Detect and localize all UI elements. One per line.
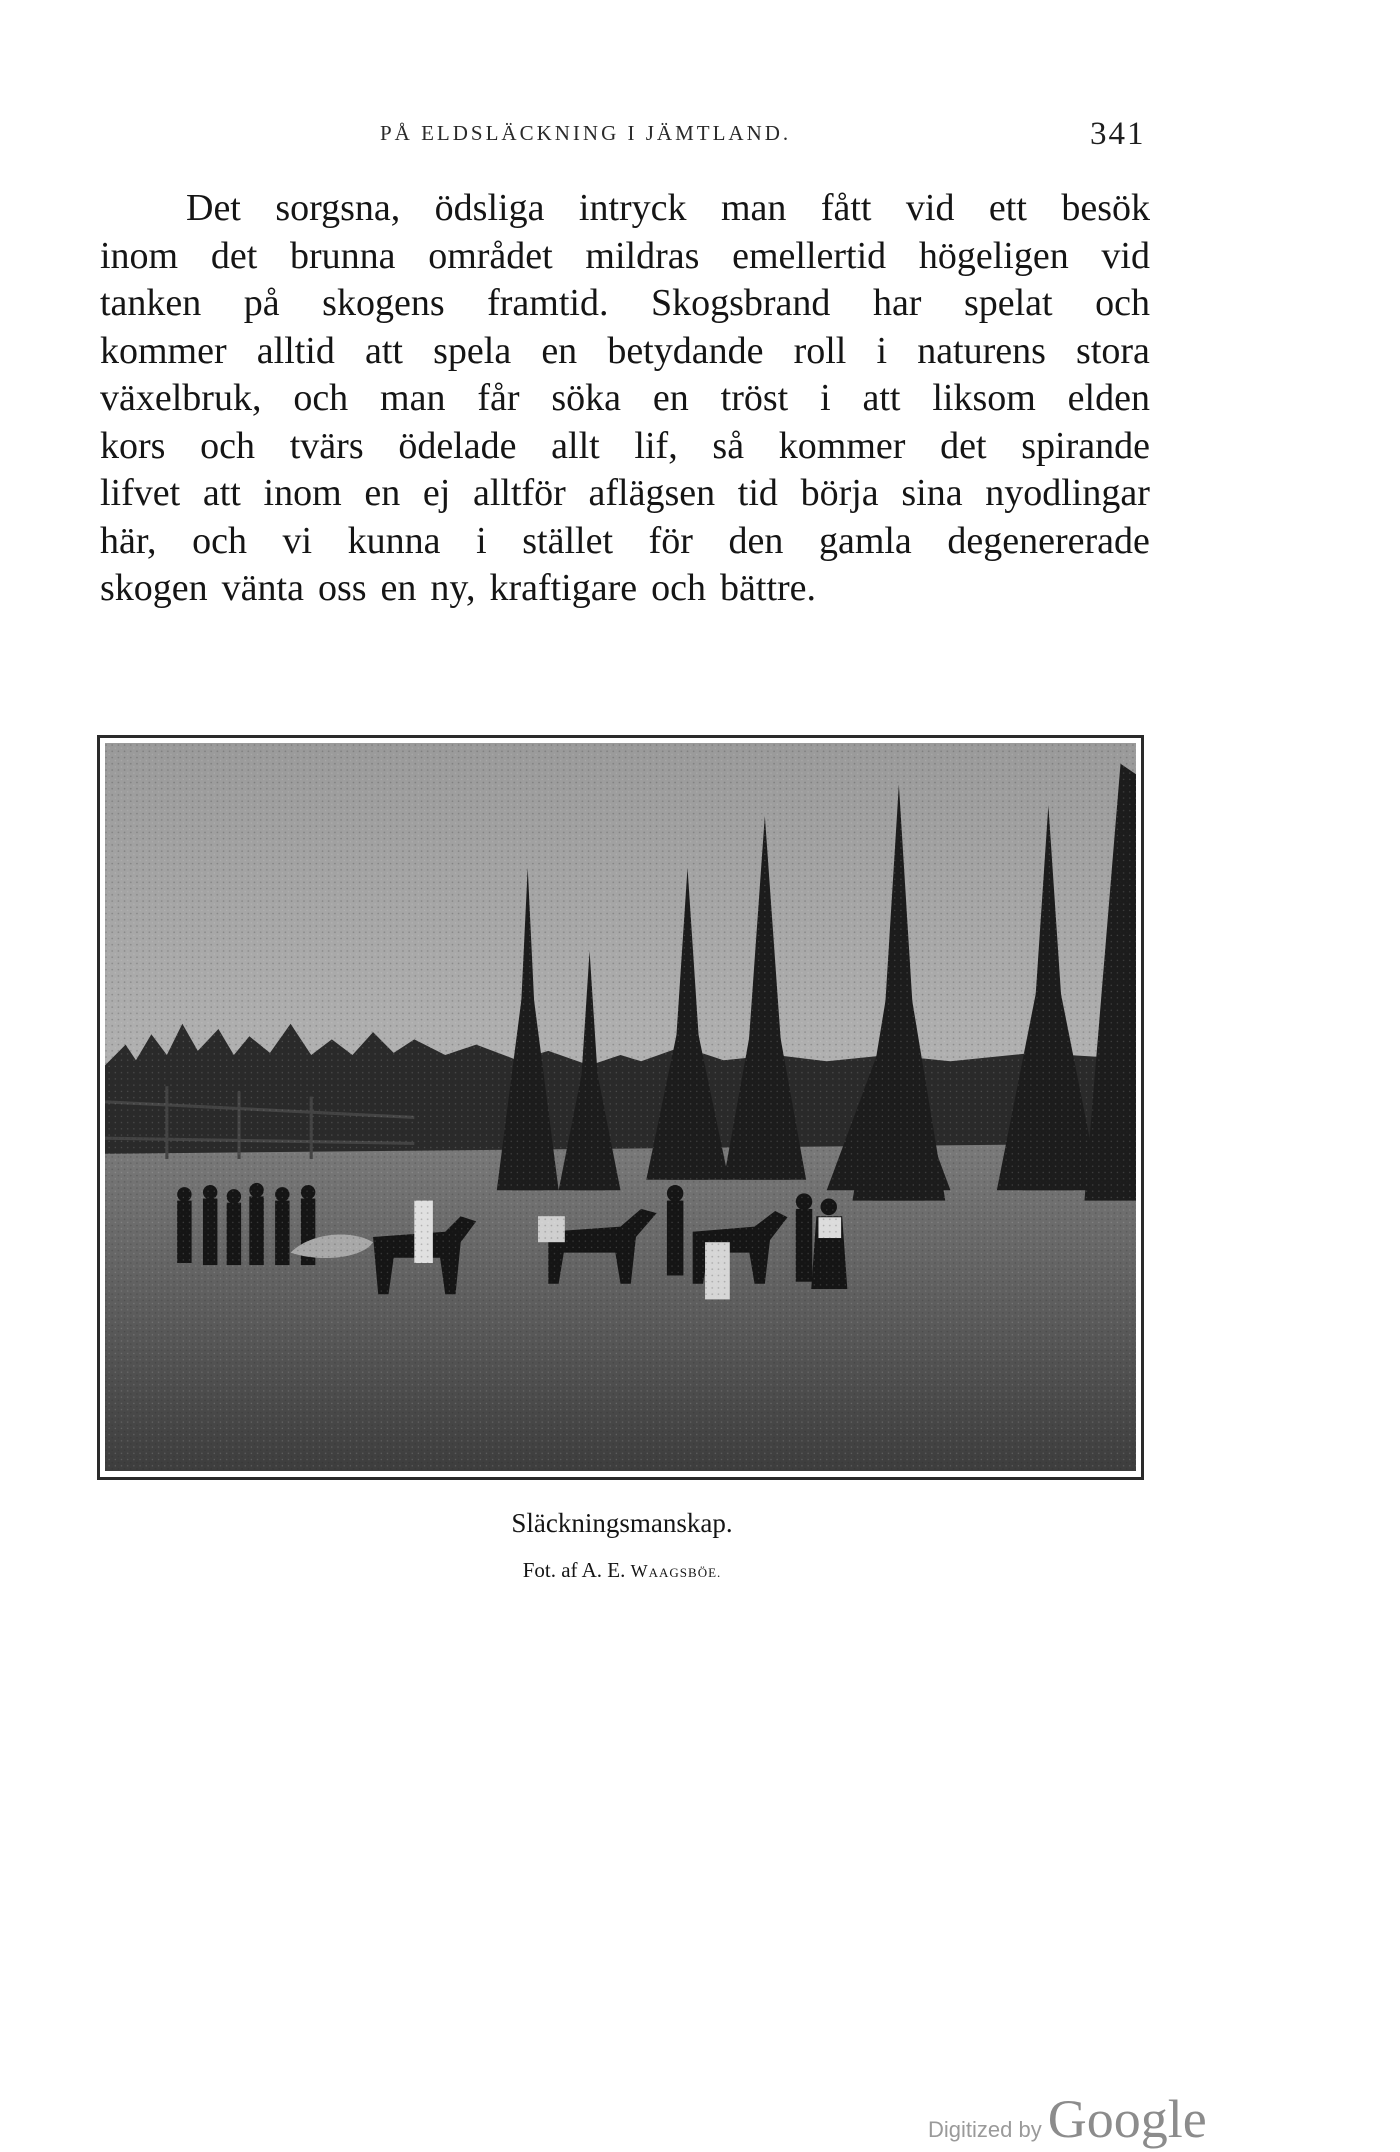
word: nyodlingar [985, 472, 1150, 514]
credit-name-initial: W [630, 1561, 649, 1581]
digitized-by-label: Digitized by [928, 2117, 1042, 2142]
word: Det [186, 187, 241, 229]
word: området [428, 234, 553, 277]
text-line [100, 328, 1150, 376]
text-line [100, 375, 1150, 423]
word: bättre. [720, 567, 817, 609]
word: ej [422, 472, 451, 514]
word: det [940, 424, 987, 467]
figure-caption: Släckningsmanskap. [511, 1508, 733, 1538]
text-line [100, 423, 1150, 471]
word: en [364, 472, 401, 514]
page-number: 341 [1090, 116, 1146, 152]
word: besök [1061, 187, 1150, 229]
text-line [100, 233, 1150, 281]
word: söka [551, 377, 622, 419]
word: lif, [634, 424, 678, 467]
word: oss [317, 567, 367, 609]
word: har [872, 282, 922, 324]
word: alltför [472, 472, 566, 514]
photo-firefighting-crew [105, 743, 1136, 1471]
word: intryck [578, 187, 687, 229]
word: växelbruk, [100, 377, 262, 419]
word: brunna [289, 234, 396, 277]
word: får [477, 377, 520, 419]
body-paragraph [100, 185, 1150, 613]
text-line [100, 185, 1150, 233]
word: naturens [917, 329, 1046, 372]
word: alltid [256, 329, 335, 372]
word: emellertid [732, 234, 887, 277]
word: mildras [585, 234, 700, 277]
word: skogens [322, 282, 445, 324]
word: för [648, 519, 693, 562]
text-line [100, 280, 1150, 328]
word: vi [282, 519, 313, 562]
word: en [652, 377, 689, 419]
credit-prefix: Fot. af A. E. [522, 1558, 631, 1582]
word: kommer [778, 424, 906, 467]
word: fått [820, 187, 872, 229]
word: spela [433, 329, 512, 372]
text-line [100, 518, 1150, 566]
word: aflägsen [588, 472, 716, 514]
word: och [651, 567, 707, 609]
word: att [202, 472, 241, 514]
word: stället [522, 519, 614, 562]
word: Skogsbrand [650, 282, 831, 324]
word: kraftigare [489, 567, 638, 609]
word: spirande [1021, 424, 1150, 467]
text-line [100, 565, 1150, 613]
word: stora [1076, 329, 1150, 372]
word: gamla [818, 519, 912, 562]
word: här, [100, 519, 157, 562]
photo-grain [105, 743, 1136, 1471]
word: ny, [430, 567, 476, 609]
word: i [820, 377, 831, 419]
word: man [720, 187, 787, 229]
credit-name-rest: AAGSBÖE. [648, 1565, 722, 1580]
word: liksom [932, 377, 1036, 419]
word: man [380, 377, 446, 419]
photograph [97, 735, 1144, 1480]
word: och [1095, 282, 1150, 324]
running-head: PÅ ELDSLÄCKNING I JÄMTLAND. [380, 121, 792, 145]
word: kommer [100, 329, 227, 372]
word: sina [901, 472, 963, 514]
word: sorgsna, [275, 187, 401, 229]
word: en [541, 329, 578, 372]
word: tröst [720, 377, 789, 419]
word: spelat [963, 282, 1053, 324]
word: högeligen [918, 234, 1069, 277]
word: den [728, 519, 784, 562]
word: vid [1101, 234, 1150, 277]
word: tanken [100, 282, 202, 324]
word: kors [100, 424, 166, 467]
word: vid [905, 187, 955, 229]
word: degenererade [947, 519, 1150, 562]
word: framtid. [487, 282, 609, 324]
google-watermark [928, 2088, 1207, 2150]
text-line [100, 470, 1150, 518]
word: och [200, 424, 256, 467]
word: tid [737, 472, 778, 514]
word: inom [263, 472, 342, 514]
word: roll [793, 329, 847, 372]
word: att [862, 377, 901, 419]
word: en [380, 567, 417, 609]
word: tvärs [289, 424, 364, 467]
word: allt [551, 424, 600, 467]
word: i [476, 519, 487, 562]
word: kunna [347, 519, 441, 562]
word: börja [800, 472, 879, 514]
word: och [293, 377, 349, 419]
word: ett [988, 187, 1027, 229]
word: betydande [607, 329, 764, 372]
photo-credit [0, 1558, 1244, 1583]
word: att [365, 329, 403, 372]
word: ödelade [398, 424, 517, 467]
word: lifvet [100, 472, 181, 514]
word: skogen [100, 567, 208, 609]
word: elden [1067, 377, 1150, 419]
word: och [192, 519, 247, 562]
word: i [876, 329, 888, 372]
word: inom [100, 234, 179, 277]
google-logo: Google [1047, 2089, 1207, 2149]
word: så [712, 424, 745, 467]
word: det [210, 234, 258, 277]
word: ödsliga [434, 187, 545, 229]
word: på [243, 282, 280, 324]
word: vänta [221, 567, 304, 609]
